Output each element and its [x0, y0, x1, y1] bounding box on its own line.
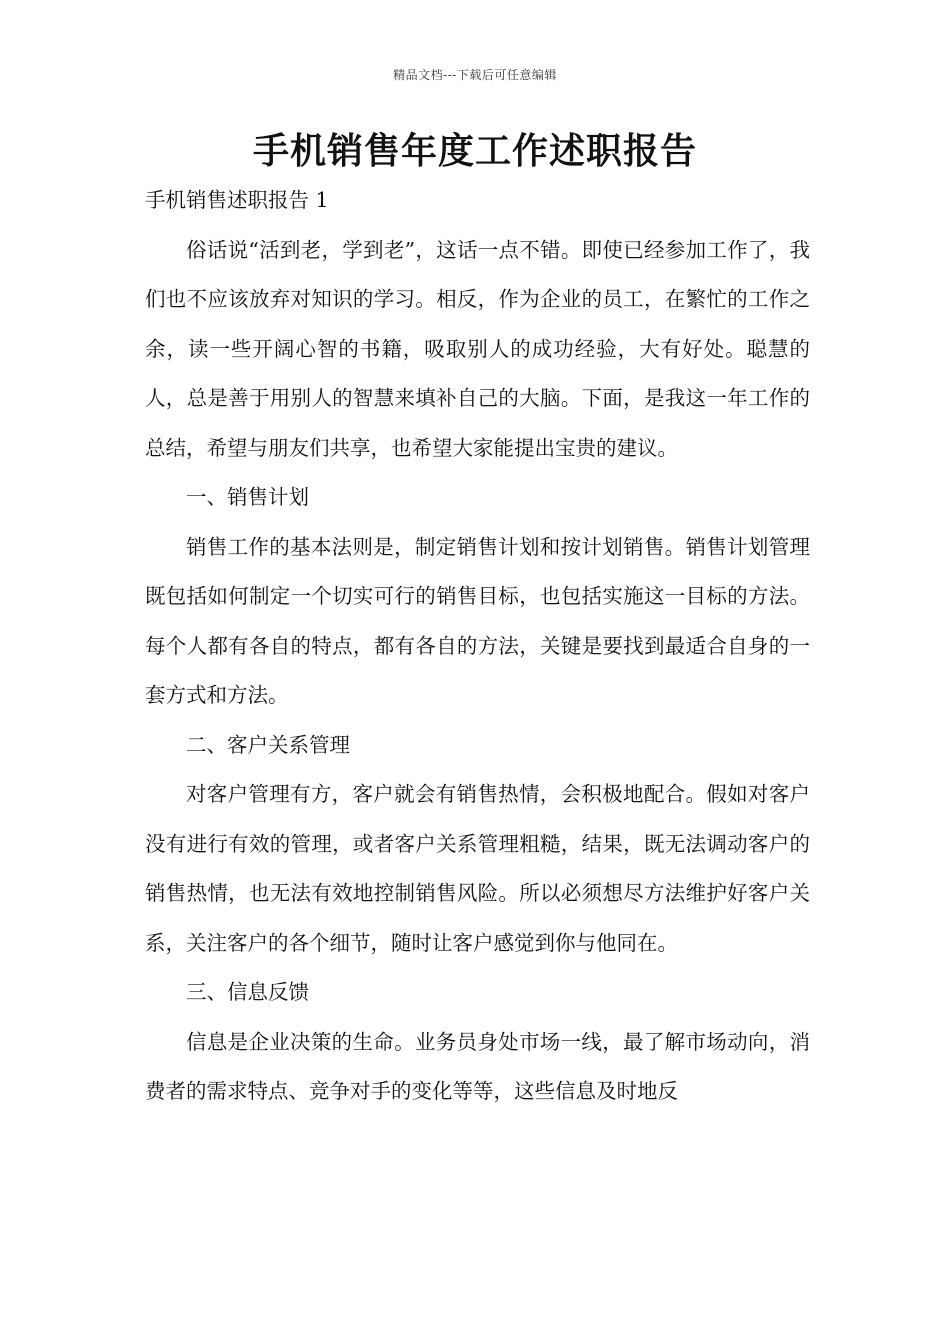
section-heading-customer-relations: 二、客户关系管理 [186, 732, 350, 757]
subtitle: 手机销售述职报告 1 [145, 188, 329, 212]
paragraph-intro: 俗话说“活到老，学到老”，这话一点不错。即使已经参加工作了，我们也不应该放弃对知识的学习。相反，作为企业的员工，在繁忙的工作之余，读一些开阔心智的书籍，吸取别人的成功经验，大有好处。聪慧的人，总是善于用别人的智慧来填补自己的大脑。下面，是我这一年工作的总结，希望与朋友们共享，也希望大家能提出宝贵的建议。 [145, 237, 810, 460]
document-body [145, 176, 810, 1117]
paragraph-sales-plan: 销售工作的基本法则是，制定销售计划和按计划销售。销售计划管理既包括如何制定一个切实可行的销售目标，也包括实施这一目标的方法。每个人都有各自的特点，都有各自的方法，关键是要找到最适合自身的一套方式和方法。 [145, 534, 810, 707]
section-heading-sales-plan: 一、销售计划 [186, 485, 309, 509]
section-heading-info-feedback: 三、信息反馈 [186, 980, 309, 1004]
header-note: 精品文档---下载后可任意编辑 [393, 68, 557, 82]
paragraph-info-feedback: 信息是企业决策的生命。业务员身处市场一线，最了解市场动向，消费者的需求特点、竞争对手的变化等等，这些信息及时地反 [145, 1029, 810, 1103]
paragraph-customer-relations: 对客户管理有方，客户就会有销售热情，会积极地配合。假如对客户没有进行有效的管理，或者客户关系管理粗糙，结果，既无法调动客户的销售热情，也无法有效地控制销售风险。所以必须想尽方法维护好客户关系，关注客户的各个细节，随时让客户感觉到你与他同在。 [145, 782, 810, 955]
page-title: 手机销售年度工作述职报告 [252, 131, 697, 172]
